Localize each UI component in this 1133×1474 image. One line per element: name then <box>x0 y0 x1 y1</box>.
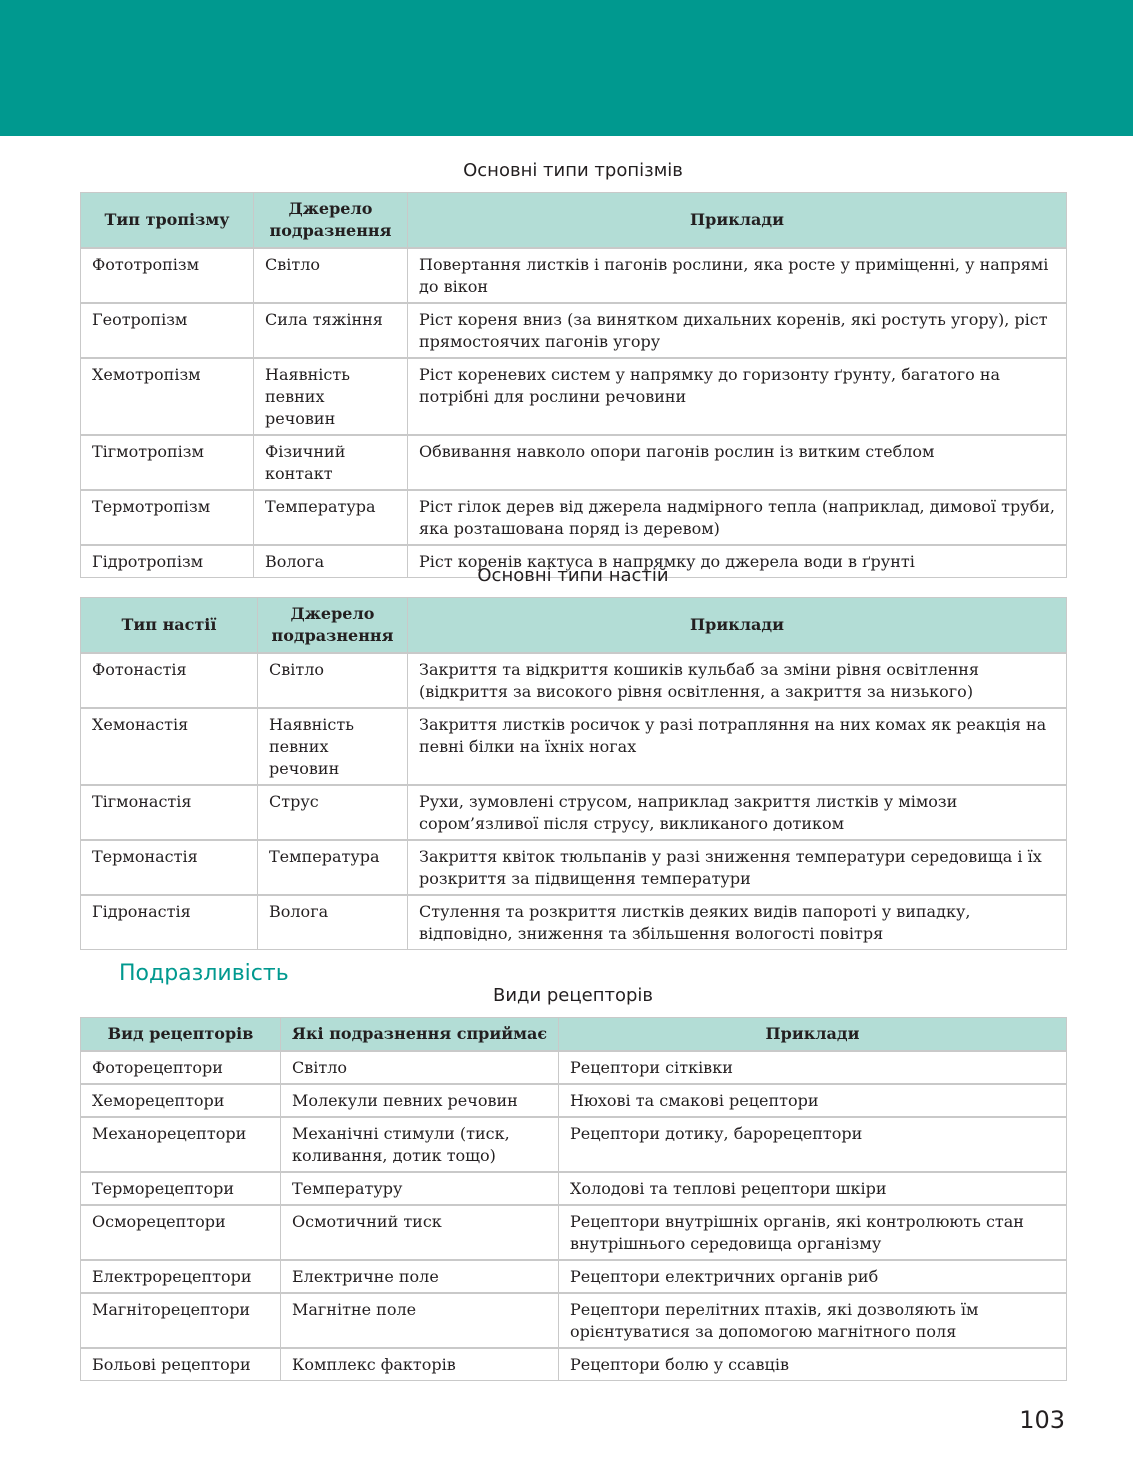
table-row <box>81 1117 1067 1172</box>
stimulus-cell: Наявність певних речовин <box>258 708 408 785</box>
nasties-table <box>80 597 1067 950</box>
type-cell: Фотонастія <box>81 653 258 708</box>
example-cell: Рецептори внутрішніх органів, які контролюють стан внутрішнього середовища організму <box>559 1205 1067 1260</box>
column-header-examples: Приклади <box>408 598 1067 654</box>
table-row <box>81 435 1067 490</box>
stimulus-cell: Температуру <box>281 1172 559 1205</box>
example-cell: Холодові та теплові рецептори шкіри <box>559 1172 1067 1205</box>
table-row <box>81 653 1067 708</box>
stimulus-cell: Температура <box>254 490 408 545</box>
stimulus-cell: Наявність певних речовин <box>254 358 408 435</box>
stimulus-cell: Магнітне поле <box>281 1293 559 1348</box>
column-header-type: Тип тропізму <box>81 193 254 249</box>
type-cell: Терморецептори <box>81 1172 281 1205</box>
table-row <box>81 358 1067 435</box>
table-row <box>81 1348 1067 1381</box>
type-cell: Механорецептори <box>81 1117 281 1172</box>
column-header-stimuli: Які подразнення сприймає <box>281 1018 559 1052</box>
type-cell: Хеморецептори <box>81 1084 281 1117</box>
table-row <box>81 1260 1067 1293</box>
receptors-table-caption: Види рецепторів <box>492 985 654 1006</box>
example-cell: Ріст кореня вниз (за винятком дихальних коренів, які ростуть угору), ріст прямостоячих пагонів угору <box>408 303 1067 358</box>
type-cell: Термонастія <box>81 840 258 895</box>
stimulus-cell: Механічні стимули (тиск, коливання, дотик тощо) <box>281 1117 559 1172</box>
stimulus-cell: Фізичний контакт <box>254 435 408 490</box>
example-cell: Рухи, зумовлені струсом, наприклад закриття листків у мімози сором’язливої після струсу, викликаного дотиком <box>408 785 1067 840</box>
table-row <box>81 708 1067 785</box>
receptors-header-row <box>81 1018 1067 1052</box>
tropisms-table <box>80 192 1067 578</box>
example-cell: Стулення та розкриття листків деяких видів папороті у випадку, відповідно, зниження та збільшення вологості повітря <box>408 895 1067 950</box>
column-header-examples: Приклади <box>408 193 1067 249</box>
type-cell: Магніторецептори <box>81 1293 281 1348</box>
stimulus-cell: Світло <box>258 653 408 708</box>
top-color-band <box>0 0 1133 136</box>
type-cell: Геотропізм <box>81 303 254 358</box>
table-row <box>81 303 1067 358</box>
receptors-table <box>80 1017 1067 1381</box>
nasties-table-caption: Основні типи настій <box>477 565 669 586</box>
example-cell: Нюхові та смакові рецептори <box>559 1084 1067 1117</box>
stimulus-cell: Сила тяжіння <box>254 303 408 358</box>
example-cell: Ріст гілок дерев від джерела надмірного тепла (наприклад, димової труби, яка розташована поряд із деревом) <box>408 490 1067 545</box>
stimulus-cell: Струс <box>258 785 408 840</box>
stimulus-cell: Електричне поле <box>281 1260 559 1293</box>
column-header-source: Джерело подразнення <box>254 193 408 249</box>
column-header-examples: Приклади <box>559 1018 1067 1052</box>
section-heading: Подразливість <box>119 961 289 986</box>
example-cell: Рецептори перелітних птахів, які дозволяють їм орієнтуватися за допомогою магнітного поля <box>559 1293 1067 1348</box>
type-cell: Хемонастія <box>81 708 258 785</box>
tropisms-table-caption: Основні типи тропізмів <box>463 160 683 181</box>
example-cell: Закриття квіток тюльпанів у разі зниження температури середовища і їх розкриття за підвищення температури <box>408 840 1067 895</box>
tropisms-table-body <box>81 248 1067 578</box>
type-cell: Осморецептори <box>81 1205 281 1260</box>
example-cell: Ріст коренів кактуса в напрямку до джерела води в ґрунті <box>408 545 1067 578</box>
example-cell: Рецептори електричних органів риб <box>559 1260 1067 1293</box>
table-row <box>81 1051 1067 1084</box>
example-cell: Рецептори сітківки <box>559 1051 1067 1084</box>
table-row <box>81 840 1067 895</box>
stimulus-cell: Осмотичний тиск <box>281 1205 559 1260</box>
table-row <box>81 1084 1067 1117</box>
type-cell: Гідротропізм <box>81 545 254 578</box>
tropisms-header-row <box>81 193 1067 249</box>
type-cell: Больові рецептори <box>81 1348 281 1381</box>
type-cell: Електрорецептори <box>81 1260 281 1293</box>
type-cell: Гідронастія <box>81 895 258 950</box>
column-header-type: Тип настії <box>81 598 258 654</box>
type-cell: Тігмотропізм <box>81 435 254 490</box>
column-header-source: Джерело подразнення <box>258 598 408 654</box>
example-cell: Повертання листків і пагонів рослини, яка росте у приміщенні, у напрямі до вікон <box>408 248 1067 303</box>
type-cell: Термотропізм <box>81 490 254 545</box>
type-cell: Хемотропізм <box>81 358 254 435</box>
table-row <box>81 1205 1067 1260</box>
stimulus-cell: Волога <box>258 895 408 950</box>
stimulus-cell: Молекули певних речовин <box>281 1084 559 1117</box>
table-row <box>81 785 1067 840</box>
stimulus-cell: Температура <box>258 840 408 895</box>
example-cell: Закриття листків росичок у разі потрапляння на них комах як реакція на певні білки на їхніх ногах <box>408 708 1067 785</box>
type-cell: Тігмонастія <box>81 785 258 840</box>
stimulus-cell: Волога <box>254 545 408 578</box>
type-cell: Фоторецептори <box>81 1051 281 1084</box>
column-header-type: Вид рецепторів <box>81 1018 281 1052</box>
example-cell: Ріст кореневих систем у напрямку до горизонту ґрунту, багатого на потрібні для рослини речовини <box>408 358 1067 435</box>
table-row <box>81 1172 1067 1205</box>
stimulus-cell: Комплекс факторів <box>281 1348 559 1381</box>
nasties-table-body <box>81 653 1067 950</box>
receptors-table-body <box>81 1051 1067 1381</box>
stimulus-cell: Світло <box>254 248 408 303</box>
example-cell: Закриття та відкриття кошиків кульбаб за зміни рівня освітлення (відкриття за високого рівня освітлення, а закриття за низького) <box>408 653 1067 708</box>
table-row <box>81 490 1067 545</box>
stimulus-cell: Світло <box>281 1051 559 1084</box>
nasties-header-row <box>81 598 1067 654</box>
page-number: 103 <box>1019 1406 1065 1434</box>
type-cell: Фототропізм <box>81 248 254 303</box>
example-cell: Обвивання навколо опори пагонів рослин із витким стеблом <box>408 435 1067 490</box>
table-row <box>81 1293 1067 1348</box>
table-row <box>81 895 1067 950</box>
example-cell: Рецептори дотику, барорецептори <box>559 1117 1067 1172</box>
table-row <box>81 248 1067 303</box>
example-cell: Рецептори болю у ссавців <box>559 1348 1067 1381</box>
